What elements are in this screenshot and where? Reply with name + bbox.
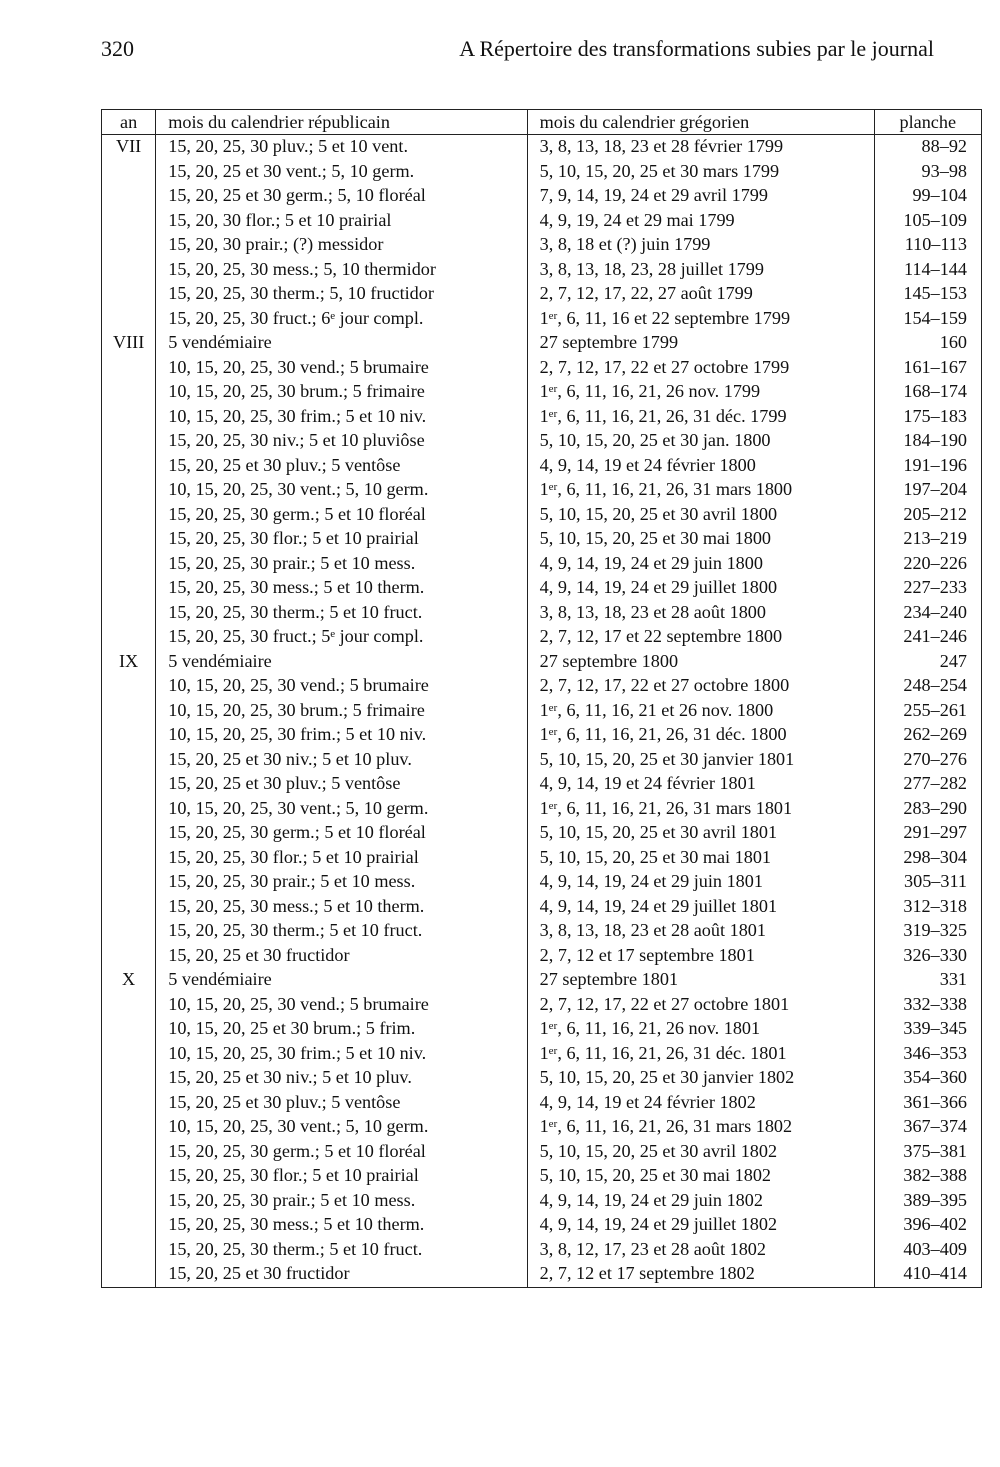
cell-an [102, 552, 156, 577]
cell-gregorien: 2, 7, 12 et 17 septembre 1802 [527, 1262, 874, 1287]
cell-republicain: 15, 20, 25, 30 therm.; 5 et 10 fruct. [156, 1238, 527, 1263]
table-row [102, 380, 982, 405]
cell-gregorien: 27 septembre 1801 [527, 968, 874, 993]
cell-planche: 375–381 [903, 1140, 967, 1161]
cell-planche: 161–167 [903, 356, 967, 377]
cell-an [102, 1140, 156, 1165]
cell-gregorien: 1ᵉʳ, 6, 11, 16, 21 et 26 nov. 1800 [527, 699, 874, 724]
table-row [102, 821, 982, 846]
table-row [102, 797, 982, 822]
cell-gregorien: 1ᵉʳ, 6, 11, 16, 21, 26, 31 déc. 1799 [527, 405, 874, 430]
cell-an [102, 356, 156, 381]
cell-republicain: 15, 20, 25, 30 mess.; 5 et 10 therm. [156, 1213, 527, 1238]
cell-republicain: 15, 20, 25 et 30 pluv.; 5 ventôse [156, 1091, 527, 1116]
table-row [102, 282, 982, 307]
cell-republicain: 15, 20, 25 et 30 fructidor [156, 944, 527, 969]
cell-republicain: 15, 20, 25, 30 germ.; 5 et 10 floréal [156, 503, 527, 528]
cell-planche: 255–261 [903, 699, 967, 720]
cell-an [102, 1164, 156, 1189]
cell-republicain: 15, 20, 25, 30 germ.; 5 et 10 floréal [156, 1140, 527, 1165]
cell-gregorien: 4, 9, 14, 19, 24 et 29 juin 1800 [527, 552, 874, 577]
cell-planche: 331 [939, 969, 967, 989]
cell-gregorien: 5, 10, 15, 20, 25 et 30 mai 1800 [527, 527, 874, 552]
cell-republicain: 15, 20, 25, 30 prair.; 5 et 10 mess. [156, 552, 527, 577]
table-row [102, 184, 982, 209]
cell-republicain: 15, 20, 25, 30 therm.; 5, 10 fructidor [156, 282, 527, 307]
column-header-gregorien: mois du calendrier grégorien [527, 110, 874, 135]
table-row [102, 1017, 982, 1042]
cell-republicain: 15, 20, 25 et 30 pluv.; 5 ventôse [156, 454, 527, 479]
cell-gregorien: 1ᵉʳ, 6, 11, 16, 21, 26, 31 mars 1802 [527, 1115, 874, 1140]
cell-an [102, 209, 156, 234]
cell-an [102, 601, 156, 626]
cell-gregorien: 4, 9, 14, 19, 24 et 29 juillet 1800 [527, 576, 874, 601]
cell-planche: 93–98 [921, 160, 967, 181]
table-row [102, 895, 982, 920]
cell-republicain: 10, 15, 20, 25, 30 vend.; 5 brumaire [156, 674, 527, 699]
table-body [102, 135, 982, 1288]
cell-an [102, 944, 156, 969]
table-row [102, 233, 982, 258]
cell-gregorien: 5, 10, 15, 20, 25 et 30 jan. 1800 [527, 429, 874, 454]
cell-an [102, 380, 156, 405]
cell-republicain: 10, 15, 20, 25, 30 brum.; 5 frimaire [156, 380, 527, 405]
cell-gregorien: 2, 7, 12, 17, 22 et 27 octobre 1800 [527, 674, 874, 699]
table-row [102, 1164, 982, 1189]
cell-republicain: 15, 20, 25 et 30 fructidor [156, 1262, 527, 1287]
cell-planche: 114–144 [904, 258, 967, 279]
cell-planche: 145–153 [903, 283, 967, 303]
cell-an [102, 748, 156, 773]
cell-an [102, 1262, 156, 1287]
cell-an [102, 919, 156, 944]
table-row [102, 944, 982, 969]
table-row [102, 1091, 982, 1116]
cell-planche: 99–104 [912, 185, 967, 205]
cell-republicain: 15, 20, 25, 30 germ.; 5 et 10 floréal [156, 821, 527, 846]
cell-gregorien: 5, 10, 15, 20, 25 et 30 mai 1801 [527, 846, 874, 871]
cell-planche: 396–402 [903, 1214, 967, 1234]
cell-an: X [102, 968, 156, 993]
cell-planche: 262–269 [903, 724, 967, 744]
cell-planche: 234–240 [903, 601, 967, 622]
table-row [102, 209, 982, 234]
table-row [102, 1238, 982, 1263]
table-row [102, 160, 982, 185]
cell-republicain: 10, 15, 20, 25 et 30 brum.; 5 frim. [156, 1017, 527, 1042]
cell-an [102, 797, 156, 822]
cell-republicain: 15, 20, 25, 30 flor.; 5 et 10 prairial [156, 846, 527, 871]
page-header [101, 30, 934, 70]
table-row [102, 405, 982, 430]
cell-republicain: 10, 15, 20, 25, 30 frim.; 5 et 10 niv. [156, 723, 527, 748]
cell-republicain: 15, 20, 25, 30 niv.; 5 et 10 pluviôse [156, 429, 527, 454]
table-row [102, 356, 982, 381]
cell-gregorien: 3, 8, 13, 18, 23 et 28 août 1801 [527, 919, 874, 944]
cell-an [102, 503, 156, 528]
cell-an [102, 1066, 156, 1091]
cell-republicain: 15, 20, 25, 30 therm.; 5 et 10 fruct. [156, 919, 527, 944]
cell-republicain: 10, 15, 20, 25, 30 frim.; 5 et 10 niv. [156, 1042, 527, 1067]
cell-republicain: 5 vendémiaire [156, 968, 527, 993]
cell-gregorien: 2, 7, 12, 17, 22 et 27 octobre 1799 [527, 356, 874, 381]
cell-gregorien: 1ᵉʳ, 6, 11, 16, 21, 26, 31 mars 1801 [527, 797, 874, 822]
cell-planche: 403–409 [903, 1238, 967, 1259]
cell-gregorien: 2, 7, 12, 17, 22, 27 août 1799 [527, 282, 874, 307]
cell-an [102, 405, 156, 430]
table-row [102, 674, 982, 699]
cell-republicain: 15, 20, 30 prair.; (?) messidor [156, 233, 527, 258]
cell-an [102, 699, 156, 724]
cell-planche: 191–196 [903, 454, 967, 475]
column-header-planche: planche [874, 110, 981, 135]
cell-gregorien: 4, 9, 19, 24 et 29 mai 1799 [527, 209, 874, 234]
cell-gregorien: 3, 8, 18 et (?) juin 1799 [527, 233, 874, 258]
table-row [102, 478, 982, 503]
cell-planche: 354–360 [903, 1067, 967, 1087]
cell-an: VIII [102, 331, 156, 356]
cell-an: VII [102, 135, 156, 160]
cell-gregorien: 1ᵉʳ, 6, 11, 16, 21, 26, 31 déc. 1801 [527, 1042, 874, 1067]
cell-republicain: 15, 20, 25 et 30 germ.; 5, 10 floréal [156, 184, 527, 209]
cell-an [102, 1189, 156, 1214]
cell-gregorien: 4, 9, 14, 19, 24 et 29 juin 1801 [527, 870, 874, 895]
table-row [102, 723, 982, 748]
cell-republicain: 10, 15, 20, 25, 30 vent.; 5, 10 germ. [156, 1115, 527, 1140]
cell-gregorien: 4, 9, 14, 19 et 24 février 1801 [527, 772, 874, 797]
cell-republicain: 5 vendémiaire [156, 331, 527, 356]
cell-republicain: 15, 20, 25 et 30 vent.; 5, 10 germ. [156, 160, 527, 185]
column-header-republicain: mois du calendrier républicain [156, 110, 527, 135]
cell-planche: 197–204 [903, 479, 967, 499]
table-row [102, 1140, 982, 1165]
cell-gregorien: 1ᵉʳ, 6, 11, 16, 21, 26, 31 déc. 1800 [527, 723, 874, 748]
table-row [102, 454, 982, 479]
cell-republicain: 5 vendémiaire [156, 650, 527, 675]
cell-republicain: 15, 20, 25, 30 prair.; 5 et 10 mess. [156, 870, 527, 895]
cell-republicain: 15, 20, 25, 30 fruct.; 6ᵉ jour compl. [156, 307, 527, 332]
cell-planche: 220–226 [903, 552, 967, 573]
cell-planche: 319–325 [903, 920, 967, 940]
running-title: A Répertoire des transformations subies par le journal [459, 36, 934, 61]
cell-republicain: 15, 20, 30 flor.; 5 et 10 prairial [156, 209, 527, 234]
cell-an [102, 527, 156, 552]
table-row [102, 601, 982, 626]
table-header [102, 110, 982, 135]
cell-an [102, 821, 156, 846]
cell-planche: 346–353 [903, 1042, 967, 1063]
cell-planche: 184–190 [903, 430, 967, 450]
cell-planche: 213–219 [903, 528, 967, 548]
cell-an [102, 723, 156, 748]
cell-republicain: 10, 15, 20, 25, 30 frim.; 5 et 10 niv. [156, 405, 527, 430]
cell-planche: 248–254 [903, 675, 967, 695]
cell-gregorien: 7, 9, 14, 19, 24 et 29 avril 1799 [527, 184, 874, 209]
table-row [102, 1066, 982, 1091]
cell-gregorien: 2, 7, 12, 17 et 22 septembre 1800 [527, 625, 874, 650]
cell-planche: 227–233 [903, 577, 967, 597]
cell-republicain: 15, 20, 25, 30 mess.; 5, 10 thermidor [156, 258, 527, 283]
cell-republicain: 10, 15, 20, 25, 30 vent.; 5, 10 germ. [156, 478, 527, 503]
table-row [102, 968, 982, 993]
cell-planche: 160 [939, 332, 967, 352]
cell-planche: 382–388 [903, 1165, 967, 1185]
cell-an [102, 1213, 156, 1238]
cell-republicain: 15, 20, 25, 30 mess.; 5 et 10 therm. [156, 895, 527, 920]
cell-gregorien: 5, 10, 15, 20, 25 et 30 avril 1802 [527, 1140, 874, 1165]
cell-an [102, 184, 156, 209]
cell-gregorien: 4, 9, 14, 19, 24 et 29 juillet 1801 [527, 895, 874, 920]
cell-an [102, 282, 156, 307]
repertoire-table [101, 109, 982, 1288]
cell-gregorien: 1ᵉʳ, 6, 11, 16, 21, 26, 31 mars 1800 [527, 478, 874, 503]
cell-planche: 291–297 [903, 822, 967, 842]
cell-gregorien: 27 septembre 1799 [527, 331, 874, 356]
cell-gregorien: 5, 10, 15, 20, 25 et 30 mars 1799 [527, 160, 874, 185]
table-row [102, 993, 982, 1018]
cell-republicain: 15, 20, 25, 30 fruct.; 5ᵉ jour compl. [156, 625, 527, 650]
table-row [102, 870, 982, 895]
cell-gregorien: 1ᵉʳ, 6, 11, 16 et 22 septembre 1799 [527, 307, 874, 332]
cell-planche: 88–92 [921, 136, 967, 156]
header-row [102, 110, 982, 135]
cell-planche: 270–276 [903, 748, 967, 769]
cell-planche: 283–290 [903, 797, 967, 818]
cell-republicain: 15, 20, 25 et 30 pluv.; 5 ventôse [156, 772, 527, 797]
table-row [102, 258, 982, 283]
table-row [102, 552, 982, 577]
cell-planche: 110–113 [904, 234, 967, 254]
cell-planche: 105–109 [903, 209, 967, 230]
table-row [102, 1115, 982, 1140]
table-row [102, 625, 982, 650]
cell-gregorien: 4, 9, 14, 19, 24 et 29 juillet 1802 [527, 1213, 874, 1238]
cell-republicain: 10, 15, 20, 25, 30 brum.; 5 frimaire [156, 699, 527, 724]
cell-gregorien: 3, 8, 13, 18, 23, 28 juillet 1799 [527, 258, 874, 283]
cell-planche: 305–311 [904, 871, 967, 891]
cell-republicain: 10, 15, 20, 25, 30 vend.; 5 brumaire [156, 356, 527, 381]
table-row [102, 748, 982, 773]
cell-republicain: 15, 20, 25 et 30 niv.; 5 et 10 pluv. [156, 748, 527, 773]
cell-gregorien: 2, 7, 12 et 17 septembre 1801 [527, 944, 874, 969]
cell-republicain: 15, 20, 25, 30 mess.; 5 et 10 therm. [156, 576, 527, 601]
cell-planche: 298–304 [903, 846, 967, 867]
cell-gregorien: 2, 7, 12, 17, 22 et 27 octobre 1801 [527, 993, 874, 1018]
table-row [102, 699, 982, 724]
cell-planche: 389–395 [903, 1189, 967, 1210]
cell-gregorien: 3, 8, 13, 18, 23 et 28 août 1800 [527, 601, 874, 626]
cell-planche: 175–183 [903, 405, 967, 426]
table-row [102, 846, 982, 871]
table-row [102, 650, 982, 675]
cell-an [102, 478, 156, 503]
cell-an [102, 846, 156, 871]
cell-an [102, 625, 156, 650]
cell-republicain: 15, 20, 25 et 30 niv.; 5 et 10 pluv. [156, 1066, 527, 1091]
table-row [102, 576, 982, 601]
cell-gregorien: 1ᵉʳ, 6, 11, 16, 21, 26 nov. 1799 [527, 380, 874, 405]
cell-planche: 312–318 [903, 895, 967, 916]
cell-an [102, 1091, 156, 1116]
cell-an [102, 1017, 156, 1042]
cell-an [102, 454, 156, 479]
cell-gregorien: 5, 10, 15, 20, 25 et 30 avril 1800 [527, 503, 874, 528]
cell-gregorien: 4, 9, 14, 19, 24 et 29 juin 1802 [527, 1189, 874, 1214]
cell-gregorien: 1ᵉʳ, 6, 11, 16, 21, 26 nov. 1801 [527, 1017, 874, 1042]
cell-republicain: 15, 20, 25, 30 therm.; 5 et 10 fruct. [156, 601, 527, 626]
cell-an [102, 576, 156, 601]
cell-gregorien: 5, 10, 15, 20, 25 et 30 mai 1802 [527, 1164, 874, 1189]
cell-an [102, 233, 156, 258]
cell-republicain: 10, 15, 20, 25, 30 vend.; 5 brumaire [156, 993, 527, 1018]
cell-an [102, 1238, 156, 1263]
cell-planche: 361–366 [903, 1091, 967, 1112]
cell-gregorien: 27 septembre 1800 [527, 650, 874, 675]
cell-gregorien: 4, 9, 14, 19 et 24 février 1802 [527, 1091, 874, 1116]
cell-republicain: 15, 20, 25, 30 pluv.; 5 et 10 vent. [156, 135, 527, 160]
cell-planche: 367–374 [903, 1116, 967, 1136]
table-row [102, 772, 982, 797]
cell-planche: 326–330 [903, 944, 967, 965]
table-row [102, 1189, 982, 1214]
cell-planche: 205–212 [903, 503, 967, 524]
cell-an [102, 258, 156, 283]
cell-an [102, 307, 156, 332]
cell-republicain: 15, 20, 25, 30 flor.; 5 et 10 prairial [156, 527, 527, 552]
page-number: 320 [101, 36, 134, 61]
cell-planche: 332–338 [903, 993, 967, 1014]
table-row [102, 429, 982, 454]
cell-planche: 247 [939, 650, 967, 671]
table-row [102, 503, 982, 528]
cell-an [102, 993, 156, 1018]
table-row [102, 919, 982, 944]
cell-gregorien: 3, 8, 13, 18, 23 et 28 février 1799 [527, 135, 874, 160]
column-header-an: an [102, 110, 156, 135]
cell-gregorien: 5, 10, 15, 20, 25 et 30 avril 1801 [527, 821, 874, 846]
cell-an [102, 772, 156, 797]
cell-planche: 241–246 [903, 626, 967, 646]
cell-an [102, 895, 156, 920]
cell-planche: 339–345 [903, 1018, 967, 1038]
table-row [102, 135, 982, 160]
table-row [102, 527, 982, 552]
cell-republicain: 15, 20, 25, 30 flor.; 5 et 10 prairial [156, 1164, 527, 1189]
cell-planche: 277–282 [903, 773, 967, 793]
table-row [102, 307, 982, 332]
cell-planche: 154–159 [903, 307, 967, 328]
cell-an [102, 674, 156, 699]
cell-an [102, 1042, 156, 1067]
table-row [102, 1042, 982, 1067]
cell-an [102, 870, 156, 895]
cell-planche: 168–174 [903, 381, 967, 401]
cell-gregorien: 5, 10, 15, 20, 25 et 30 janvier 1801 [527, 748, 874, 773]
cell-an [102, 429, 156, 454]
cell-republicain: 10, 15, 20, 25, 30 vent.; 5, 10 germ. [156, 797, 527, 822]
cell-an [102, 1115, 156, 1140]
cell-gregorien: 4, 9, 14, 19 et 24 février 1800 [527, 454, 874, 479]
table-row [102, 331, 982, 356]
cell-gregorien: 5, 10, 15, 20, 25 et 30 janvier 1802 [527, 1066, 874, 1091]
cell-an [102, 160, 156, 185]
cell-planche: 410–414 [903, 1263, 967, 1283]
table-row [102, 1213, 982, 1238]
cell-republicain: 15, 20, 25, 30 prair.; 5 et 10 mess. [156, 1189, 527, 1214]
cell-gregorien: 3, 8, 12, 17, 23 et 28 août 1802 [527, 1238, 874, 1263]
table-row [102, 1262, 982, 1287]
cell-an: IX [102, 650, 156, 675]
